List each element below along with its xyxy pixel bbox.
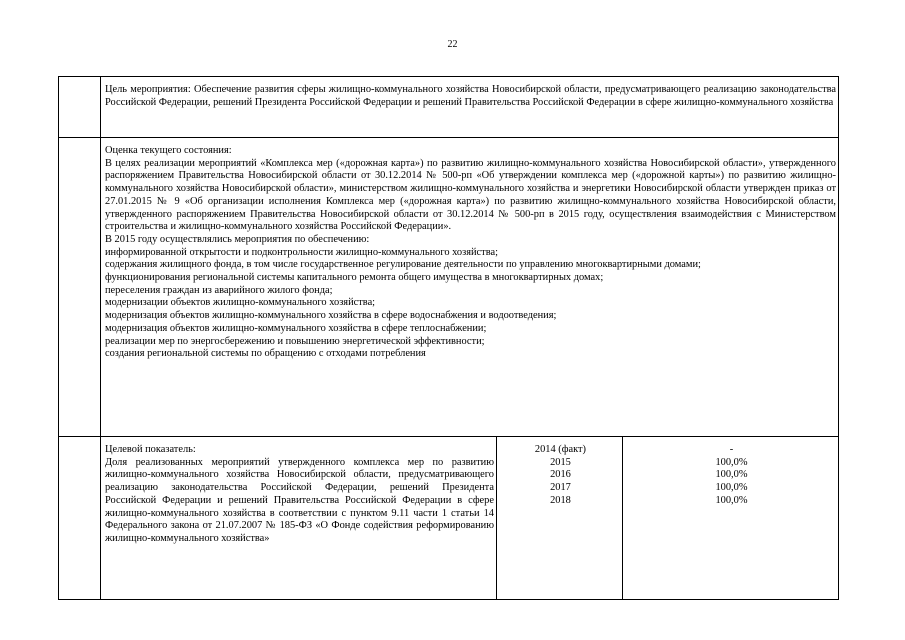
state-item: функционирования региональной системы капитального ремонта общего имущества в многоквартирных домах; xyxy=(105,272,604,284)
values-cell xyxy=(622,437,838,600)
state-item: модернизации объектов жилищно-коммунального хозяйства; xyxy=(105,297,376,309)
state-cell xyxy=(101,138,839,437)
indicator-value: 100,0% xyxy=(715,494,748,506)
indicator-value: 100,0% xyxy=(715,482,748,494)
document-table xyxy=(58,76,839,600)
state-item: модернизация объектов жилищно-коммунального хозяйства в сфере теплоснабжении; xyxy=(105,322,487,334)
indicator-value: - xyxy=(729,444,734,455)
state-item: переселения граждан из аварийного жилого фонда; xyxy=(105,284,333,296)
state-row xyxy=(59,138,839,437)
year-label: 2016 xyxy=(550,469,571,481)
indicator-value: 100,0% xyxy=(715,456,748,468)
indicator-cell xyxy=(101,437,497,600)
state-item: создания региональной системы по обращению с отходами потребления xyxy=(105,348,426,360)
indicator-text: Доля реализованных мероприятий утвержденного комплекса мер по развитию жилищно-коммунального хозяйства Новосибирской области, предусматривающего реализацию законодательства Российской Федерации, решений Президента Российской Федерации и решений Правительства Российской Федерации в сфере жилищно-коммунального хозяйства в соответствии с пунктом 9.11 части 1 статьи 14 Федерального закона от 21.07.2007 № 185-ФЗ «О Фонде содействия реформированию жилищно-коммунального хозяйства» xyxy=(105,456,494,544)
year-label: 2015 xyxy=(550,456,571,468)
state-heading: Оценка текущего состояния: xyxy=(105,145,232,156)
page-number: 22 xyxy=(447,39,458,50)
state-item: информированной открытости и подконтрольности жилищно-коммунального хозяйства; xyxy=(105,246,498,258)
state-item: реализации мер по энергосбережению и повышению энергетической эффективности; xyxy=(105,335,485,347)
indicator-value: 100,0% xyxy=(715,469,748,481)
years-cell xyxy=(496,437,622,600)
indicator-row xyxy=(59,437,839,600)
empty-cell xyxy=(59,77,101,138)
goal-text: Цель мероприятия: Обеспечение развития сферы жилищно-коммунального хозяйства Новосибирской области, предусматривающего реализацию законодательства Российской Федерации, решений Президента Российской Федерации и решений Правительства Российской Федерации в сфере жилищно-коммунального хозяйства xyxy=(101,77,839,138)
state-item: модернизация объектов жилищно-коммунального хозяйства в сфере водоснабжения и водоотведения; xyxy=(105,310,557,322)
year-label: 2017 xyxy=(550,482,571,494)
state-item: содержания жилищного фонда, в том числе государственное регулирование деятельности по управлению многоквартирными домами; xyxy=(105,259,701,271)
year-label: 2018 xyxy=(550,494,571,506)
indicator-heading: Целевой показатель: xyxy=(105,444,196,455)
state-intro: В 2015 году осуществлялись мероприятия по обеспечению: xyxy=(105,233,370,245)
empty-cell xyxy=(59,437,101,600)
state-paragraph: В целях реализации мероприятий «Комплекса мер («дорожная карта») по развитию жилищно-коммунального хозяйства Новосибирской области», утвержденного распоряжением Правительства Новосибирской области от 30.12.2014 № 500-рп «Об утверждении комплекса мер («дорожной карты») по развитию жилищно-коммунального хозяйства Новосибирской области», министерством жилищно-коммунального хозяйства и энергетики Новосибирской области утвержден приказ от 27.01.2015 № 9 «Об организации исполнения Комплекса мер («дорожная карта») по развитию жилищно-коммунального хозяйства Новосибирской области, утвержденного распоряжением Правительства Новосибирской области от 30.12.2014 № 500-рп в 2015 году, осуществления взаимодействия с Министерством строительства и жилищно-коммунального хозяйства Российской Федерации». xyxy=(105,157,836,233)
year-label: 2014 (факт) xyxy=(534,444,587,455)
empty-cell xyxy=(59,138,101,437)
goal-row xyxy=(59,77,839,138)
